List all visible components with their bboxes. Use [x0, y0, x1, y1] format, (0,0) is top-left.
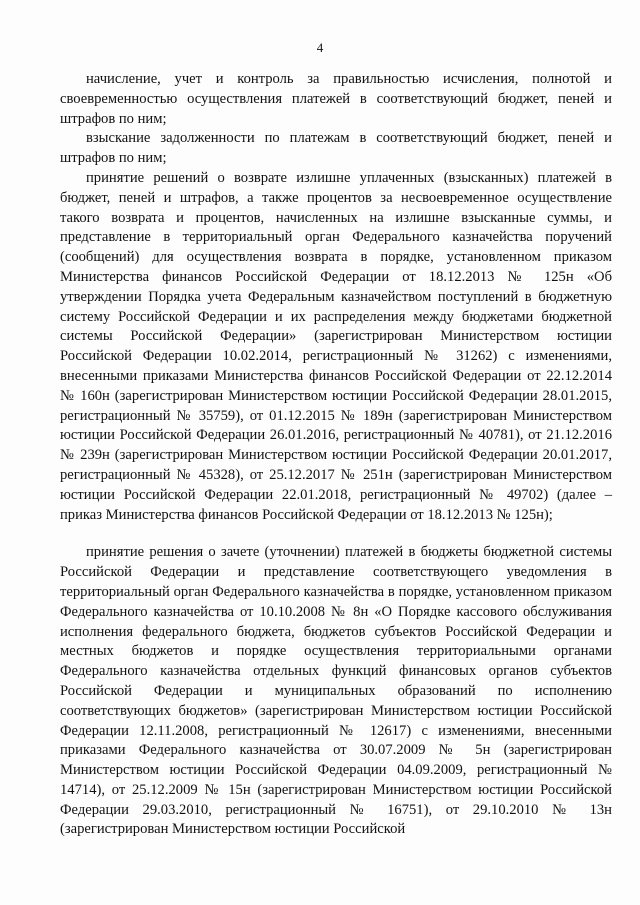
paragraph-refund-decisions: принятие решений о возврате излишне уплаченных (взысканных) платежей в бюджет, пеней и штрафов, а также процентов за несвоевременное осуществление такого возврата и процентов, начисленных на излишне взысканные суммы, и представление в территориальный орган Федерального казначейства поручений (сообщений) для осуществления возврата в порядке, установленном приказом Министерства финансов Российской Федерации от 18.12.2013 № 125н «Об утверждении Порядка учета Федеральным казначейством поступлений в бюджетную систему Российской Федерации и их распределения между бюджетами бюджетной системы Российской Федерации» (зарегистрирован Министерством юстиции Российской Федерации 10.02.2014, регистрационный № 31262) с изменениями, внесенными приказами Министерства финансов Российской Федерации от 22.12.2014 № 160н (зарегистрирован Министерством юстиции Российской Федерации 28.01.2015, регистрационный № 35759), от 01.12.2015 № 189н (зарегистрирован Министерством юстиции Российской Федерации 26.01.2016, регистрационный № 40781), от 21.12.2016 № 239н (зарегистрирован Министерством юстиции Российской Федерации 20.01.2017, регистрационный № 45328), от 25.12.2017 № 251н (зарегистрирован Министерством юстиции Российской Федерации 22.01.2018, регистрационный № 49702) (далее – приказ Министерства финансов Российской Федерации от 18.12.2013 № 125н); [60, 169, 612, 523]
paragraph-accrual: начисление, учет и контроль за правильностью исчисления, полнотой и своевременностью осуществления платежей в соответствующий бюджет, пеней и штрафов по ним; [60, 71, 612, 127]
paragraph-debt-collection: взыскание задолженности по платежам в соответствующий бюджет, пеней и штрафов по ним; [60, 130, 612, 167]
paragraph-offset-decisions: принятие решения о зачете (уточнении) платежей в бюджеты бюджетной системы Российской Федерации и представление соответствующего уведомления в территориальный орган Федерального казначейства в порядке, установленном приказом Федерального казначейства от 10.10.2008 № 8н «О Порядке кассового обслуживания исполнения федерального бюджета, бюджетов субъектов Российской Федерации и местных бюджетов и порядке осуществления территориальными органами Федерального казначейства отдельных функций финансовых органов субъектов Российской Федерации и муниципальных образований по исполнению соответствующих бюджетов» (зарегистрирован Министерством юстиции Российской Федерации 12.11.2008, регистрационный № 12617) с изменениями, внесенными приказами Федерального казначейства от 30.07.2009 № 5н (зарегистрирован Министерством юстиции Российской Федерации 04.09.2009, регистрационный № 14714), от 25.12.2009 № 15н (зарегистрирован Министерством юстиции Российской Федерации 29.03.2010, регистрационный № 16751), от 29.10.2010 № 13н (зарегистрирован Министерством юстиции Российской [60, 544, 612, 838]
document-body [60, 70, 612, 840]
page-number: 4 [316, 40, 324, 55]
